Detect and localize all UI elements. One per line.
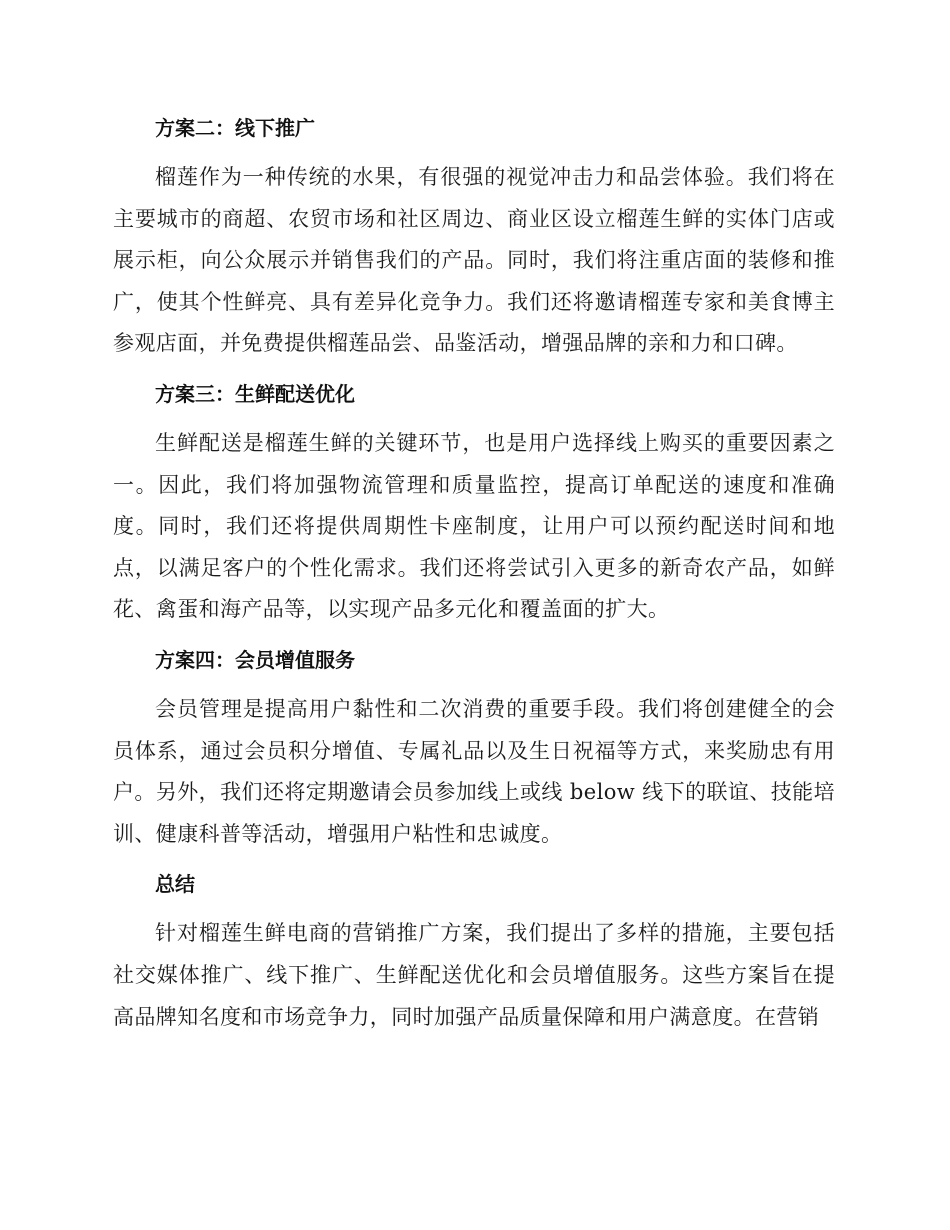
section-paragraph-offline-promotion: 榴莲作为一种传统的水果，有很强的视觉冲击力和品尝体验。我们将在主要城市的商超、农贸市场和社区周边、商业区设立榴莲生鲜的实体门店或展示柜，向公众展示并销售我们的产品。同时，我们将注重店面的装修和推广，使其个性鲜亮、具有差异化竞争力。我们还将邀请榴莲专家和美食博主参观店面，并免费提供榴莲品尝、品鉴活动，增强品牌的亲和力和口碑。 (113, 165, 835, 356)
section-heading-summary: 总结 (155, 872, 195, 897)
document-body (113, 108, 835, 1047)
section-paragraph-member-services: 会员管理是提高用户黏性和二次消费的重要手段。我们将创建健全的会员体系，通过会员积分增值、专属礼品以及生日祝福等方式，来奖励忠有用户。另外，我们还将定期邀请会员参加线上或线 below 线下的联谊、技能培训、健康科普等活动，增强用户粘性和忠诚度。 (113, 696, 835, 846)
section-heading-delivery-optimization: 方案三：生鲜配送优化 (155, 381, 355, 406)
section-heading-member-services: 方案四：会员增值服务 (155, 647, 355, 672)
section-heading-offline-promotion: 方案二：线下推广 (155, 116, 315, 140)
section-paragraph-delivery-optimization: 生鲜配送是榴莲生鲜的关键环节，也是用户选择线上购买的重要因素之一。因此，我们将加强物流管理和质量监控，提高订单配送的速度和准确度。同时，我们还将提供周期性卡座制度，让用户可以预约配送时间和地点，以满足客户的个性化需求。我们还将尝试引入更多的新奇农产品，如鲜花、禽蛋和海产品等，以实现产品多元化和覆盖面的扩大。 (113, 430, 835, 622)
section-paragraph-summary: 针对榴莲生鲜电商的营销推广方案，我们提出了多样的措施，主要包括社交媒体推广、线下推广、生鲜配送优化和会员增值服务。这些方案旨在提高品牌知名度和市场竞争力，同时加强产品质量保障和用户满意度。在营销 (113, 921, 835, 1029)
